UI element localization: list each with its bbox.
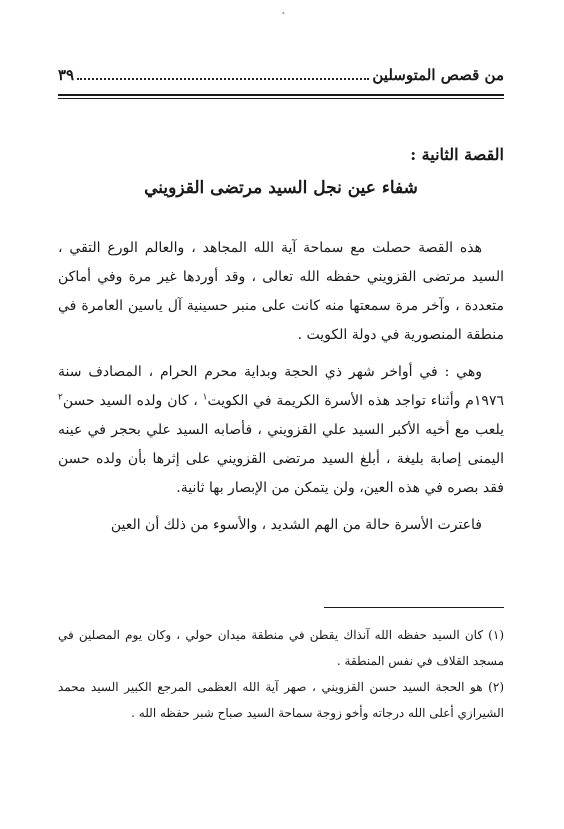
paragraph-2 [58,358,504,503]
header-rule [58,94,504,99]
book-title: من قصص المتوسلين [372,66,504,84]
page-number: ٣٩ [58,66,75,84]
paragraph-3 [58,511,504,540]
body-text [58,234,504,548]
header-dot-leader [77,78,369,80]
footnote-separator [324,607,504,608]
paragraph-text: يلعب مع أخيه الأكبر السيد علي القزويني ، فأصابه السيد علي بحجر في عينه اليمنى إصابة بليغة ، أبلغ السيد مرتضى القزويني على إثرها بأن ولده حسن فقد بصره في هذه العين، ولن يتمكن من الإبصار بها ثانية. [58,422,504,496]
footnote-1: (١) كان السيد حفظه الله آنذاك يقطن في منطقة ميدان حولي ، وكان يوم المصلين في مسجد القلاف في نفس المنطقة . [58,628,504,668]
paragraph-text: ، كان ولده السيد حسن [62,393,203,409]
story-label: القصة الثانية : [410,145,504,164]
story-title: شفاء عين نجل السيد مرتضى القزويني [144,178,418,198]
paragraph-1 [58,234,504,350]
footnote-2: (٢) هو الحجة السيد حسن القزويني ، صهر آية الله العظمى المرجع الكبير السيد محمد الشيرازي أعلى الله درجاته وأخو زوجة سماحة السيد صباح شبر حفظه الله . [58,680,504,720]
footnote-ref-1[interactable]: ١ [202,392,208,403]
running-header [58,66,504,84]
footnote-ref-2[interactable]: ٢ [58,392,63,403]
paragraph-text: وهي : في أواخر شهر ذي الحجة وبداية محرم الحرام ، المصادف سنة ١٩٧٦م وأثناء تواجد هذه الأسرة الكريمة في الكويت [58,364,504,409]
footnotes [58,622,504,726]
paragraph-text: هذه القصة حصلت مع سماحة آية الله المجاهد ، والعالم الورع التقي ، السيد مرتضى القزويني حفظه الله تعالى ، وقد أوردها غير مرة وفي أماكن متعددة ، وآخر مرة سمعتها منه كانت على منبر حسينية آل ياسين العامرة في منطقة المنصورية في دولة الكويت . [58,240,504,343]
paragraph-text: فاعترت الأسرة حالة من الهم الشديد ، والأسوء من ذلك أن العين [110,517,482,533]
